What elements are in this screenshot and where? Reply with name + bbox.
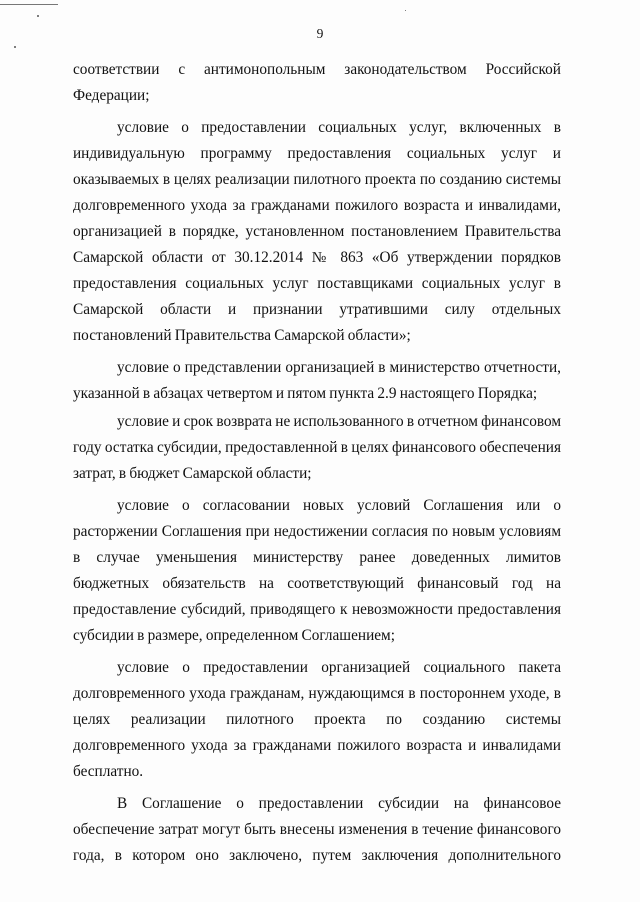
text-line: предоставление субсидий, приводящего к невозможности предоставления [73, 601, 561, 618]
text-line: бюджетных обязательств на соответствующий финансовый год на [73, 575, 561, 592]
paragraph [73, 57, 561, 109]
text-line: В Соглашение о предоставлении субсидии на финансовое [117, 795, 561, 812]
paragraph [73, 493, 561, 649]
document-body [73, 57, 561, 869]
text-line: затрат, в бюджет Самарской области; [73, 465, 312, 482]
scan-artifact-dot [405, 10, 406, 11]
text-line: Федерации; [73, 87, 150, 104]
text-line: условие о согласовании новых условий Соглашения или о [117, 497, 561, 514]
scan-artifact-dot [37, 15, 39, 17]
text-line: условие и срок возврата не использованного в отчетном финансовом [117, 413, 561, 430]
page-number: 9 [316, 26, 324, 41]
text-line: расторжении Соглашения при недостижении согласия по новым условиям [73, 523, 561, 540]
text-line: условие о представлении организацией в министерство отчетности, [117, 359, 561, 376]
text-line: обеспечение затрат могут быть внесены изменения в течение финансового [73, 821, 561, 838]
text-line: долговременного ухода гражданам, нуждающимся в постороннем уходе, в [73, 685, 561, 702]
text-line: в случае уменьшения министерству ранее доведенных лимитов [73, 549, 561, 566]
paragraph [73, 655, 561, 785]
text-line: целях реализации пилотного проекта по созданию системы [73, 711, 561, 728]
paragraph [73, 115, 561, 349]
text-line: оказываемых в целях реализации пилотного проекта по созданию системы [73, 171, 561, 188]
text-line: долговременного ухода за гражданами пожилого возраста и инвалидами [73, 737, 561, 754]
text-line: условие о предоставлении социальных услуг, включенных в [117, 119, 561, 136]
text-line: долговременного ухода за гражданами пожилого возраста и инвалидами, [73, 197, 561, 214]
text-line: соответствии с антимонопольным законодательством Российской [73, 61, 561, 78]
scan-artifact-dot [14, 46, 16, 48]
text-line: года, в котором оно заключено, путем заключения дополнительного [73, 847, 561, 864]
text-line: бесплатно. [73, 763, 144, 780]
text-line: субсидии в размере, определенном Соглашением; [73, 627, 395, 644]
text-line: Самарской области и признании утратившими силу отдельных [73, 301, 561, 318]
text-line: предоставления социальных услуг поставщиками социальных услуг в [73, 275, 561, 292]
text-line: указанной в абзацах четвертом и пятом пункта 2.9 настоящего Порядка; [73, 385, 538, 402]
paragraph [73, 355, 561, 407]
text-line: Самарской области от 30.12.2014 № 863 «Об утверждении порядков [73, 249, 561, 266]
text-line: постановлений Правительства Самарской области»; [73, 327, 411, 344]
paragraph [73, 409, 561, 487]
text-line: индивидуальную программу предоставления социальных услуг и [73, 145, 561, 162]
text-line: году остатка субсидии, предоставленной в целях финансового обеспечения [73, 439, 561, 456]
text-line: условие о предоставлении организацией социального пакета [117, 659, 561, 676]
text-line: организацией в порядке, установленном постановлением Правительства [73, 223, 561, 240]
scan-artifact-line [0, 4, 58, 5]
paragraph [73, 791, 561, 869]
